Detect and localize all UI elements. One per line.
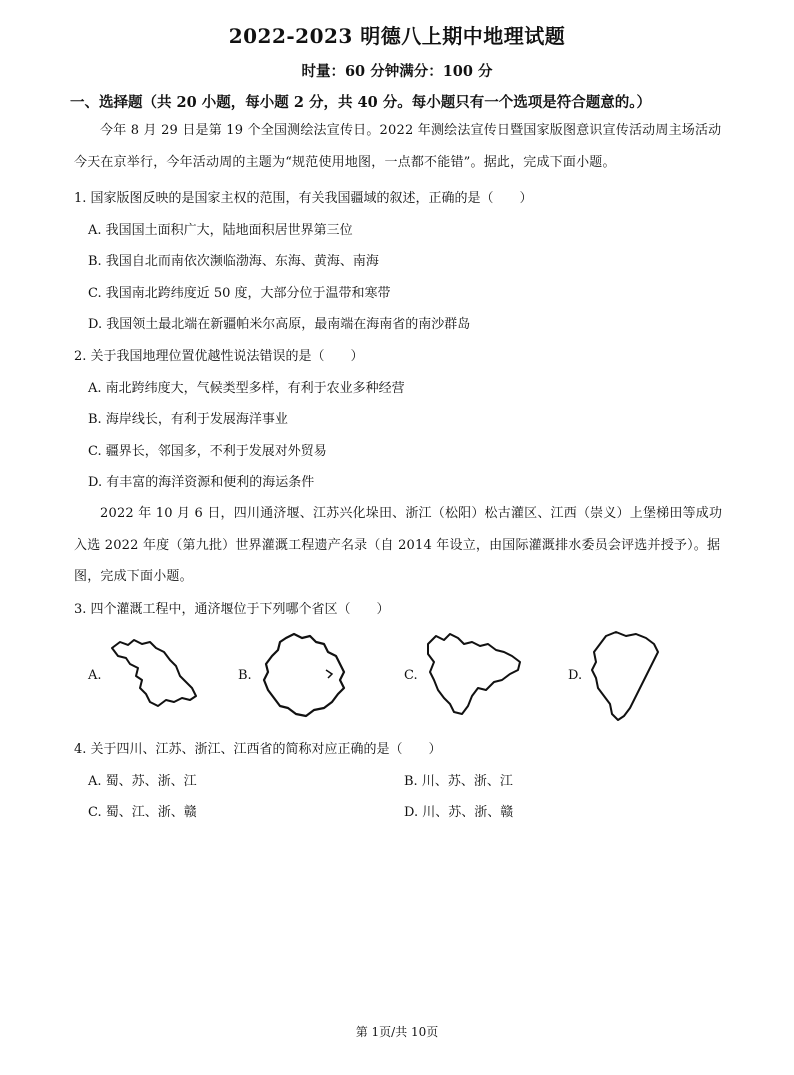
question-4-option-d: D. 川、苏、浙、赣 <box>404 805 514 820</box>
province-outline-sichuan <box>420 630 526 720</box>
map-option-d-label: D. <box>568 668 583 683</box>
map-option-a-label: A. <box>88 668 102 683</box>
passage-1: 今年 8 月 29 日是第 19 个全国测绘法宣传日。2022 年测绘法宣传日暨国家版图意识宣传活动周主场活动今天在京举行，今年活动周的主题为“规范使用地图，一点都不能错”。据此，完成下面小题。 <box>74 123 722 170</box>
question-4-option-a: A. 蜀、苏、浙、江 <box>88 774 197 789</box>
question-2-option-b: B. 海岸线长，有利于发展海洋事业 <box>88 412 288 427</box>
map-option-b-label: B. <box>238 668 252 683</box>
question-1-stem: 1. 国家版图反映的是国家主权的范围，有关我国疆域的叙述，正确的是（ ） <box>74 191 533 206</box>
question-1-option-a: A. 我国国土面积广大，陆地面积居世界第三位 <box>88 223 353 238</box>
exam-time-score: 时量：60 分钟满分：100 分 <box>301 63 493 80</box>
passage-2: 2022 年 10 月 6 日，四川通济堰、江苏兴化垛田、浙江（松阳）松古灌区、江西（崇义）上堡梯田等成功入选 2022 年度（第九批）世界灌溉工程遗产名录（自 2014 年设立，由国际灌溉排水委员会评选并授予）。据图，完成下面小题。 <box>74 506 723 584</box>
question-2-option-d: D. 有丰富的海洋资源和便利的海运条件 <box>88 475 315 490</box>
question-1-option-c: C. 我国南北跨纬度近 50 度，大部分位于温带和寒带 <box>88 286 391 301</box>
question-4-stem: 4. 关于四川、江苏、浙江、江西省的简称对应正确的是（ ） <box>74 742 442 757</box>
question-4-option-c: C. 蜀、江、浙、赣 <box>88 805 197 820</box>
question-3-stem: 3. 四个灌溉工程中，通济堰位于下列哪个省区（ ） <box>74 602 390 617</box>
question-4-option-b: B. 川、苏、浙、江 <box>404 774 513 789</box>
page-title: 2022-2023 明德八上期中地理试题 <box>228 24 566 48</box>
section-heading: 一、选择题（共 20 小题，每小题 2 分，共 40 分。每小题只有一个选项是符合题意的。） <box>70 94 651 111</box>
province-outline-zhejiang <box>256 630 352 722</box>
question-2-option-a: A. 南北跨纬度大，气候类型多样，有利于农业多种经营 <box>88 381 405 396</box>
question-1-option-b: B. 我国自北而南依次濒临渤海、东海、黄海、南海 <box>88 254 379 269</box>
map-option-c-label: C. <box>404 668 418 683</box>
province-outline-jiangxi <box>584 626 664 726</box>
question-2-stem: 2. 关于我国地理位置优越性说法错误的是（ ） <box>74 349 364 364</box>
question-2-option-c: C. 疆界长，邻国多，不利于发展对外贸易 <box>88 444 327 459</box>
question-1-option-d: D. 我国领土最北端在新疆帕米尔高原，最南端在海南省的南沙群岛 <box>88 317 471 332</box>
page-number: 第 1页/共 10页 <box>355 1025 439 1039</box>
province-outline-jiangsu <box>106 636 202 714</box>
